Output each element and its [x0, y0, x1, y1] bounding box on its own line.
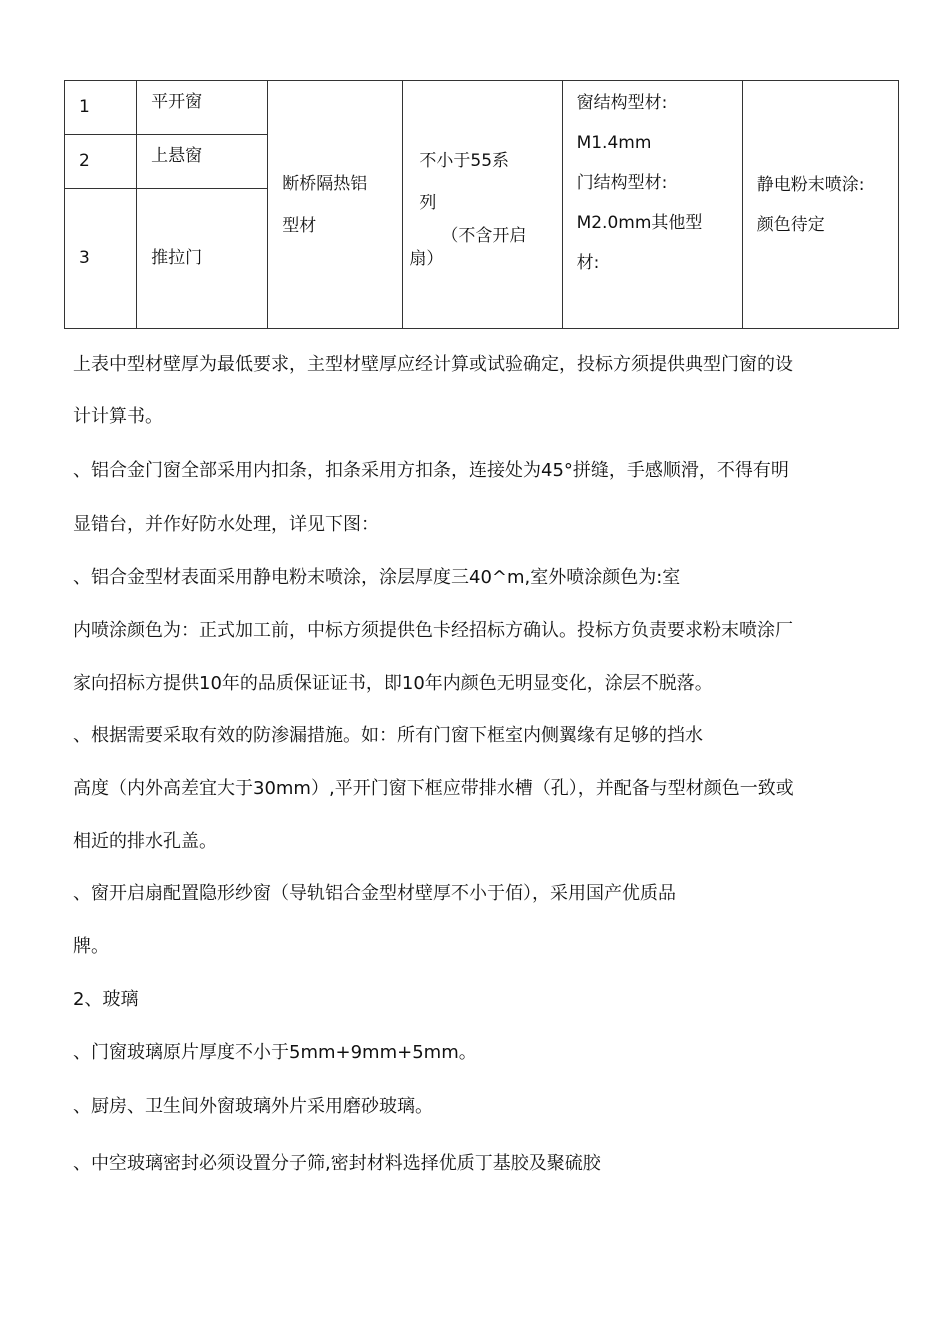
structure-line: M1.4mm: [576, 133, 652, 153]
paragraph-line: 、根据需要采取有效的防渗漏措施。如：所有门窗下框室内侧翼缘有足够的挡水: [73, 725, 703, 746]
structure-cell: [562, 81, 742, 329]
series-cell: [403, 81, 562, 329]
coating-line: 静电粉末喷涂:: [756, 174, 865, 195]
paragraph-line: 、门窗玻璃原片厚度不小于5mm+9mm+5mm。: [73, 1042, 477, 1063]
structure-line: 材:: [576, 253, 600, 273]
series-line: （不含开启: [441, 225, 527, 246]
paragraph-line: 内喷涂颜色为：正式加工前，中标方须提供色卡经招标方确认。投标方负责要求粉末喷涂厂: [73, 620, 793, 641]
row-number: 3: [65, 189, 137, 329]
row-number: 1: [65, 81, 137, 135]
paragraph-line: 显错台，并作好防水处理，详见下图：: [73, 514, 379, 535]
window-type: 上悬窗: [137, 135, 268, 189]
series-line: 扇）: [409, 248, 444, 269]
material-cell: [268, 81, 403, 329]
coating-cell: [742, 81, 898, 329]
structure-line: 窗结构型材:: [576, 93, 668, 113]
paragraph-line: 、窗开启扇配置隐形纱窗（导轨铝合金型材壁厚不小于佰），采用国产优质品: [73, 883, 676, 904]
structure-line: M2.0mm其他型: [576, 213, 703, 233]
section-heading: 2、玻璃: [73, 989, 139, 1010]
window-type: 平开窗: [137, 81, 268, 135]
paragraph-line: 、铝合金门窗全部采用内扣条，扣条采用方扣条，连接处为45°拼缝，手感顺滑，不得有明: [73, 460, 789, 481]
table-row: [65, 81, 899, 135]
row-number: 2: [65, 135, 137, 189]
paragraph-line: 上表中型材壁厚为最低要求，主型材壁厚应经计算或试验确定，投标方须提供典型门窗的设: [73, 354, 793, 375]
paragraph-line: 高度（内外高差宜大于30mm）,平开门窗下框应带排水槽（孔），并配备与型材颜色一致或: [73, 778, 794, 799]
paragraph-line: 相近的排水孔盖。: [73, 831, 217, 852]
paragraph-line: 、中空玻璃密封必须设置分子筛,密封材料选择优质丁基胶及聚硫胶: [73, 1153, 601, 1174]
material-line: 型材: [282, 215, 317, 236]
paragraph-line: 计计算书。: [73, 406, 163, 427]
paragraph-line: 牌。: [73, 936, 109, 957]
paragraph-line: 、铝合金型材表面采用静电粉末喷涂，涂层厚度三40^m,室外喷涂颜色为:室: [73, 567, 681, 588]
coating-line: 颜色待定: [756, 214, 825, 235]
paragraph-line: 家向招标方提供10年的品质保证证书，即10年内颜色无明显变化，涂层不脱落。: [73, 673, 713, 694]
series-line: 不小于55系: [419, 150, 510, 171]
window-spec-table: [64, 80, 899, 329]
structure-line: 门结构型材:: [576, 173, 668, 193]
series-line: 列: [419, 192, 437, 213]
paragraph-line: 、厨房、卫生间外窗玻璃外片采用磨砂玻璃。: [73, 1096, 433, 1117]
window-type: 推拉门: [137, 189, 268, 329]
material-line: 断桥隔热铝: [282, 173, 368, 194]
